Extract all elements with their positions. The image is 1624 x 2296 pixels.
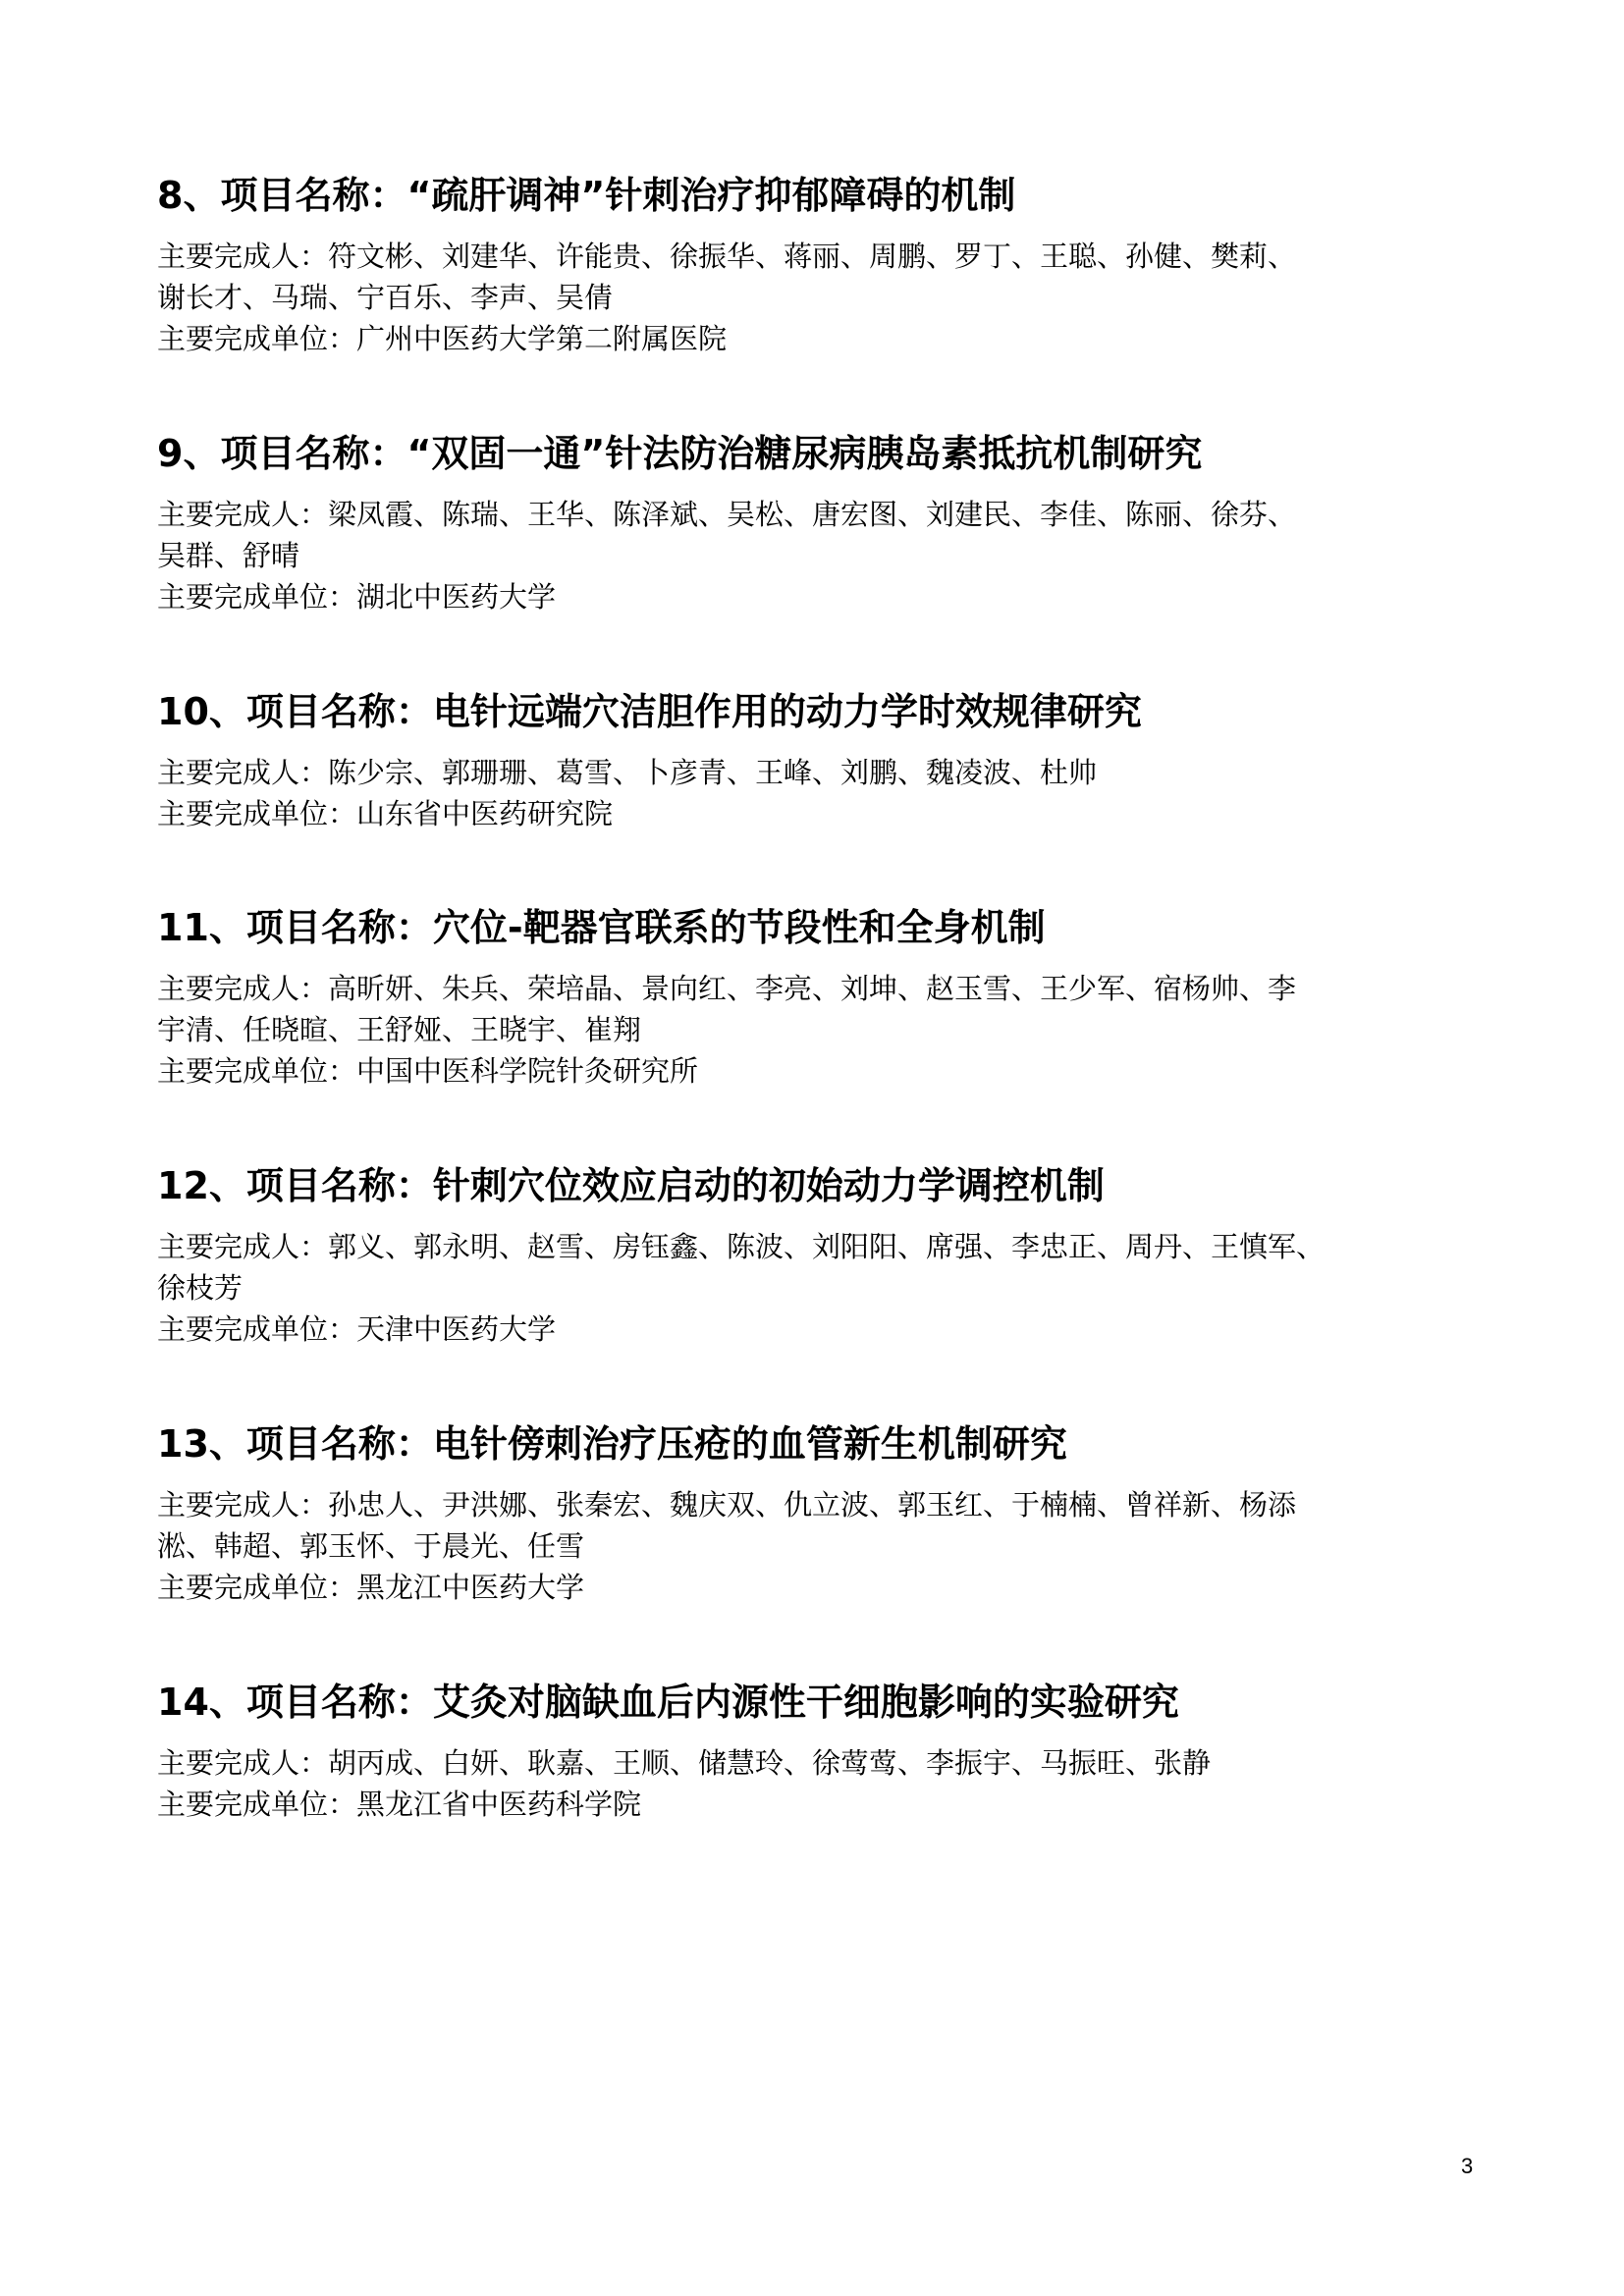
people-line: 主要完成人：孙忠人、尹洪娜、张秦宏、魏庆双、仇立波、郭玉红、于楠楠、曾祥新、杨添 [157, 1488, 1297, 1522]
project-title: 8、项目名称：“疏肝调神”针刺治疗抑郁障碍的机制 [157, 174, 1016, 217]
people-line-continued: 宇清、任晓暄、王舒娅、王晓宇、崔翔 [157, 1013, 642, 1046]
people-line-continued: 谢长才、马瑞、宁百乐、李声、吴倩 [157, 281, 614, 314]
people-line: 主要完成人：高昕妍、朱兵、荣培晶、景向红、李亮、刘坤、赵玉雪、王少军、宿杨帅、李 [157, 972, 1297, 1005]
project-entry-9 [157, 431, 1502, 617]
project-entry-11 [157, 905, 1502, 1092]
people-line: 主要完成人：符文彬、刘建华、许能贵、徐振华、蒋丽、周鹏、罗丁、王聪、孙健、樊莉、 [157, 240, 1297, 273]
project-entry-12 [157, 1163, 1502, 1350]
project-title: 9、项目名称：“双固一通”针法防治糖尿病胰岛素抵抗机制研究 [157, 432, 1203, 475]
unit-line: 主要完成单位：湖北中医药大学 [157, 580, 557, 614]
people-line: 主要完成人：胡丙成、白妍、耿嘉、王顺、储慧玲、徐莺莺、李振宇、马振旺、张静 [157, 1746, 1212, 1780]
project-title: 11、项目名称：穴位-靶器官联系的节段性和全身机制 [157, 906, 1046, 949]
project-entry-14 [157, 1680, 1502, 1825]
project-entry-13 [157, 1421, 1502, 1608]
page-number: 3 [1461, 2154, 1474, 2178]
unit-line: 主要完成单位：黑龙江中医药大学 [157, 1571, 585, 1604]
project-entry-10 [157, 689, 1502, 834]
people-line: 主要完成人：梁凤霞、陈瑞、王华、陈泽斌、吴松、唐宏图、刘建民、李佳、陈丽、徐芬、 [157, 498, 1297, 531]
people-line-continued: 吴群、舒晴 [157, 539, 300, 572]
people-line-continued: 徐枝芳 [157, 1271, 244, 1305]
unit-line: 主要完成单位：山东省中医药研究院 [157, 797, 614, 830]
project-title: 13、项目名称：电针傍刺治疗压疮的血管新生机制研究 [157, 1422, 1067, 1466]
unit-line: 主要完成单位：广州中医药大学第二附属医院 [157, 322, 728, 355]
project-title: 10、项目名称：电针远端穴洁胆作用的动力学时效规律研究 [157, 690, 1142, 733]
project-title: 14、项目名称：艾灸对脑缺血后内源性干细胞影响的实验研究 [157, 1681, 1179, 1724]
unit-line: 主要完成单位：天津中医药大学 [157, 1312, 557, 1346]
people-line: 主要完成人：郭义、郭永明、赵雪、房钰鑫、陈波、刘阳阳、席强、李忠正、周丹、王慎军、 [157, 1230, 1326, 1263]
project-entry-8 [157, 173, 1502, 359]
people-line-continued: 淞、韩超、郭玉怀、于晨光、任雪 [157, 1529, 585, 1563]
unit-line: 主要完成单位：中国中医科学院针灸研究所 [157, 1054, 699, 1088]
people-line: 主要完成人：陈少宗、郭珊珊、葛雪、卜彦青、王峰、刘鹏、魏凌波、杜帅 [157, 756, 1098, 789]
unit-line: 主要完成单位：黑龙江省中医药科学院 [157, 1788, 642, 1821]
project-title: 12、项目名称：针刺穴位效应启动的初始动力学调控机制 [157, 1164, 1105, 1207]
